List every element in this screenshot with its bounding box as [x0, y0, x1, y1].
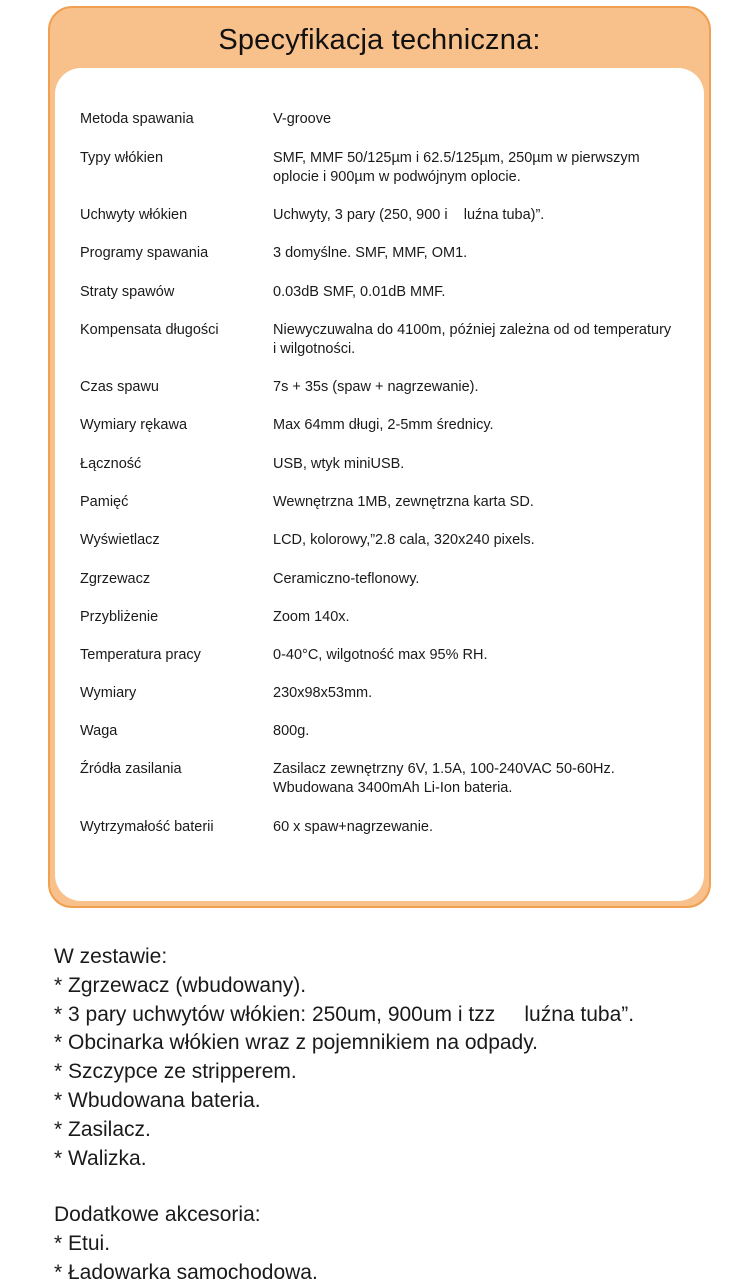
spec-value: 60 x spaw+nagrzewanie.	[273, 819, 434, 835]
spec-label: Wyświetlacz	[80, 532, 160, 548]
included-item: * Wbudowana bateria.	[54, 1088, 261, 1112]
spec-label: Metoda spawania	[80, 111, 194, 127]
spec-label: Uchwyty włókien	[80, 207, 188, 223]
spec-value: V-groove	[273, 111, 332, 127]
spec-value: Uchwyty, 3 pary (250, 900 i luźna tuba)”.	[273, 207, 545, 223]
spec-label: Wymiary	[80, 685, 137, 701]
spec-label: Łączność	[80, 456, 142, 472]
spec-value: SMF, MMF 50/125µm i 62.5/125µm, 250µm w pierwszym oplocie i 900µm w podwójnym oplocie.	[273, 150, 640, 185]
spec-value: Max 64mm długi, 2-5mm średnicy.	[273, 417, 494, 433]
spec-value: 3 domyślne. SMF, MMF, OM1.	[273, 245, 468, 261]
accessories-heading: Dodatkowe akcesoria:	[54, 1203, 261, 1227]
spec-label: Pamięć	[80, 494, 129, 510]
spec-label: Waga	[80, 723, 118, 739]
included-item: * Obcinarka włókien wraz z pojemnikiem na odpady.	[54, 1031, 539, 1055]
spec-label: Wytrzymałość baterii	[80, 819, 214, 835]
spec-label: Czas spawu	[80, 379, 159, 395]
accessory-item: * Ładowarka samochodowa.	[54, 1260, 318, 1284]
list-spacer	[54, 1173, 734, 1201]
spec-panel	[55, 68, 704, 901]
accessory-item: * Etui.	[54, 1232, 111, 1256]
spec-label: Kompensata długości	[80, 322, 219, 338]
spec-value: 230x98x53mm.	[273, 685, 373, 701]
included-item: * Szczypce ze stripperem.	[54, 1060, 297, 1084]
spec-value: 800g.	[273, 723, 310, 739]
spec-value: USB, wtyk miniUSB.	[273, 456, 405, 472]
spec-value: Zasilacz zewnętrzny 6V, 1.5A, 100-240VAC 50-60Hz. Wbudowana 3400mAh Li-Ion bateria.	[273, 761, 615, 796]
spec-label: Przybliżenie	[80, 609, 159, 625]
spec-label: Temperatura pracy	[80, 647, 201, 663]
spec-value: Zoom 140x.	[273, 609, 350, 625]
spec-value: Wewnętrzna 1MB, zewnętrzna karta SD.	[273, 494, 534, 510]
spec-value: 7s + 35s (spaw + nagrzewanie).	[273, 379, 479, 395]
included-item: * Walizka.	[54, 1146, 147, 1170]
spec-value: 0-40°C, wilgotność max 95% RH.	[273, 647, 488, 663]
included-item: * Zgrzewacz (wbudowany).	[54, 973, 307, 997]
included-heading: W zestawie:	[54, 945, 168, 968]
package-lists	[54, 943, 734, 1288]
included-item: * 3 pary uchwytów włókien: 250um, 900um i tzz luźna tuba”.	[54, 1002, 635, 1026]
spec-label: Straty spawów	[80, 284, 175, 300]
spec-value: Niewyczuwalna do 4100m, później zależna od od temperatury i wilgotności.	[273, 322, 672, 357]
spec-value: Ceramiczno-teflonowy.	[273, 571, 420, 587]
spec-label: Programy spawania	[80, 245, 209, 261]
spec-value: LCD, kolorowy,”2.8 cala, 320x240 pixels.	[273, 532, 535, 548]
spec-value: 0.03dB SMF, 0.01dB MMF.	[273, 284, 446, 300]
spec-label: Wymiary rękawa	[80, 417, 188, 433]
spec-label: Źródła zasilania	[80, 761, 182, 777]
included-item: * Zasilacz.	[54, 1117, 151, 1141]
spec-label: Zgrzewacz	[80, 571, 151, 587]
spec-card	[48, 6, 711, 908]
spec-title: Specyfikacja techniczna:	[218, 24, 541, 56]
spec-label: Typy włókien	[80, 150, 164, 166]
